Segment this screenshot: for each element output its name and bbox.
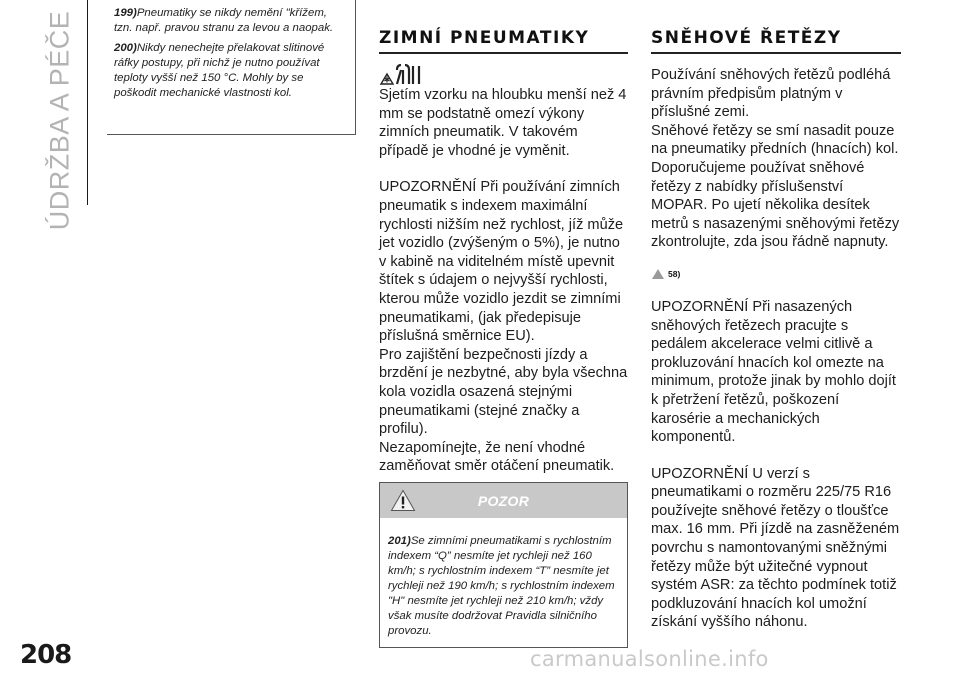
section-heading-winter-tyres: ZIMNÍ PNEUMATIKY — [379, 28, 628, 54]
warning-triangle-icon — [390, 489, 416, 512]
pozor-body — [380, 518, 627, 639]
winter-tyre-icon — [379, 64, 628, 86]
pozor-text: Se zimními pneumatikami s rychlostním indexem “Q” nesmíte jet rychleji než 160 km/h; s rychlostním indexem “T” nesmíte jet rychleji než 190 km/h; s rychlostním indexem "H" nesmíte jet rychleji než 210 km/h; vždy však musíte dodržovat Pravidla silničního provozu. — [388, 535, 615, 637]
side-divider — [87, 0, 88, 205]
section-heading-snow-chains: SNĚHOVÉ ŘETĚZY — [651, 28, 901, 54]
winter-tyres-paragraph-1: Sjetím vzorku na hloubku menší než 4 mm se podstatně omezí výkony zimních pneumatik. V takovém případě je vhodné je vyměnit. — [379, 87, 627, 159]
pozor-warning-box — [379, 482, 628, 648]
footnotes-box — [107, 0, 356, 135]
footnote-199 — [114, 6, 347, 36]
watermark: carmanualsonline.info — [530, 647, 769, 671]
pozor-title: POZOR — [477, 492, 530, 509]
snow-chains-paragraph-1: Používání sněhových řetězů podléhá právním předpisům platným v příslušné zemi. — [651, 67, 891, 121]
warning-reference-label: 58) — [668, 268, 681, 279]
snow-chains-section — [651, 28, 901, 632]
snow-chains-paragraph-3: UPOZORNĚNÍ Při nasazených sněhových řetězech pracujte s pedálem akcelerace velmi citlivě a prokluzování hnacích kol omezte na minimum, protože jinak by mohlo dojít k přetržení řetězů, poškození karosérie a mechanických komponentů. — [651, 298, 896, 446]
footnote-text: Nikdy nenechejte přelakovat slitinové ráfky postupy, při nichž je nutno používat teploty vyšší než 150 °C. Mohly by se poškodit mechanické vlastnosti kol. — [114, 42, 325, 99]
snow-chains-paragraph-4: UPOZORNĚNÍ U verzí s pneumatikami o rozměru 225/75 R16 používejte sněhové řetězy o tloušťce max. 16 mm. Při jízdě na zasněženém povrchu s namontovanými sněžnými řetězy může být užitečné vypnout systém ASR: za těchto podmínek totiž podkluzování hnacích kol umožní získání vyššího náhonu. — [651, 465, 900, 631]
page-number: 208 — [20, 640, 72, 670]
footnote-number: 199) — [114, 7, 137, 19]
snow-chains-paragraph-2: Sněhové řetězy se smí nasadit pouze na pneumatiky předních (hnacích) kol. Doporučujeme používat sněhové řetězy z nabídky příslušenství MOPAR. Po ujetí několika desítek metrů s nasazenými sněhovými řetězy zkontrolujte, zda jsou řádně napnuty. — [651, 122, 900, 251]
pozor-number: 201) — [388, 535, 411, 547]
winter-tyres-paragraph-2: UPOZORNĚNÍ Při používání zimních pneumatik s indexem maximální rychlosti nižším než rychlost, jíž může jet vozidlo (zvýšeným o 5%), je nutno v kabině na viditelném místě upevnit štítek s údajem o nejvyšší rychlosti, kterou může vozidlo jezdit se zimními pneumatikami, (jak předepisuje příslušná směrnice EU). — [379, 179, 624, 345]
warning-reference-58 — [651, 268, 901, 280]
chapter-title-text: ÚDRŽBA A PÉČE — [44, 10, 75, 230]
chapter-side-title — [30, 10, 90, 230]
footnote-200 — [114, 41, 347, 101]
pozor-header — [380, 483, 627, 518]
footnote-text: Pneumatiky se nikdy nemění "křížem, tzn. např. pravou stranu za levou a naopak. — [114, 7, 334, 34]
footnote-number: 200) — [114, 42, 137, 54]
winter-tyres-paragraph-4: Nezapomínejte, že není vhodné zaměňovat směr otáčení pneumatik. — [379, 439, 615, 475]
winter-tyres-section — [379, 28, 628, 504]
warning-triangle-icon — [651, 268, 665, 280]
winter-tyres-paragraph-3: Pro zajištění bezpečnosti jízdy a brzdění je nezbytné, aby byla všechna kola vozidla osazená stejnými pneumatikami (stejné značky a profilu). — [379, 346, 628, 438]
